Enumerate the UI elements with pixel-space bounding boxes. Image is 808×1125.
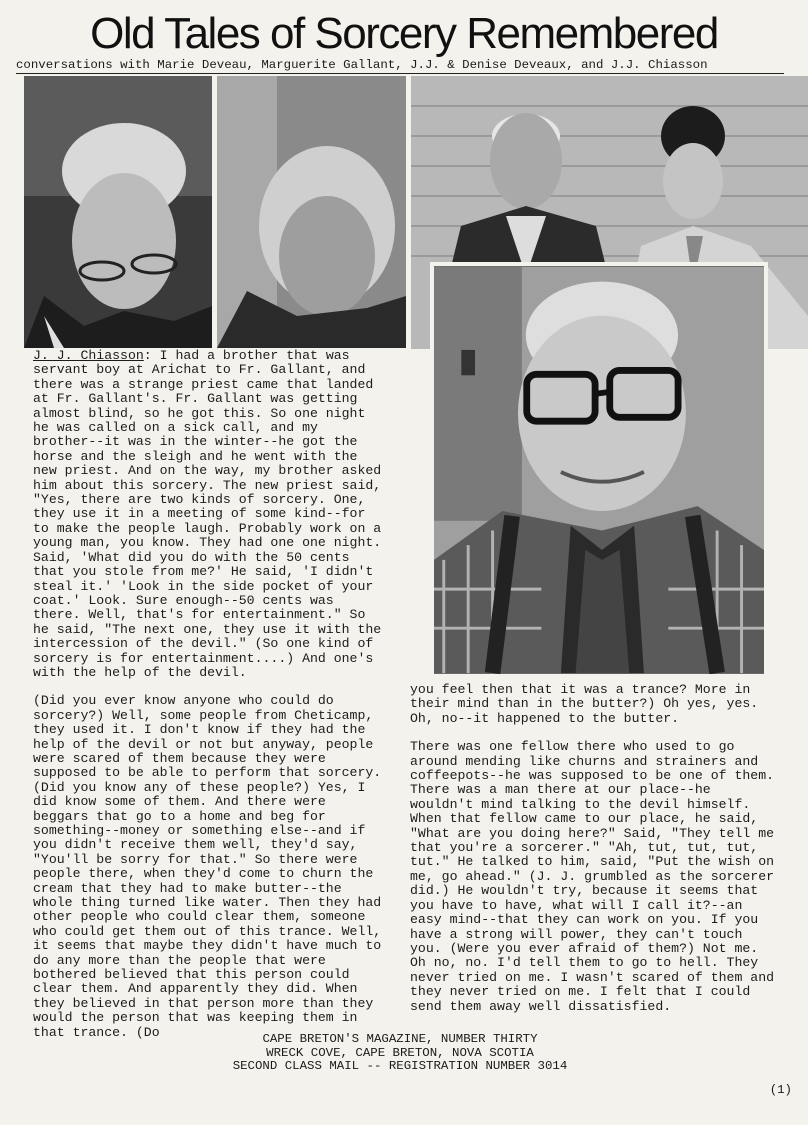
magazine-footer	[150, 1033, 650, 1074]
photo-jj-chiasson	[430, 262, 768, 678]
paragraph	[33, 349, 385, 680]
portrait-photo-icon	[24, 76, 212, 348]
footer-line: CAPE BRETON'S MAGAZINE, NUMBER THIRTY	[262, 1032, 538, 1046]
article-column-left	[33, 349, 385, 1040]
paragraph: you feel then that it was a trance? More in their mind than in the butter?) Oh yes, yes. Oh, no--it happened to the butter.	[410, 682, 759, 726]
footer-line: SECOND CLASS MAIL -- REGISTRATION NUMBER 3014	[232, 1059, 568, 1073]
paragraph-text: : I had a brother that was servant boy at Arichat to Fr. Gallant, and there was a strange priest came that landed at Fr. Gallant's. Fr. Gallant was getting almost blind, so he got this. So one night he was called on a sick call, and my brother--it was in the winter--he got the horse and the sleigh and he went with the new priest. And on the way, my brother asked him about this sorcery. The new priest said, "Yes, there are two kinds of sorcery. One, they use it in a meeting of some kind--for to make the people laugh. Probably work on a young man, you know. They had one one night. Said, 'What did you do with the 50 cents that you stole from me?' He said, 'I didn't steal it.' 'Look in the side pocket of your coat.' Look. Sure enough--50 cents was there. Well, that's for entertainment." So he said, "The next one, they use it with the intercession of the devil." (So one kind of sorcery is for entertainment....) And one's with the help of the devil.	[33, 348, 382, 680]
portrait-photo-icon	[217, 76, 406, 348]
paragraph: There was one fellow there who used to go around mending like churns and strainers and coffeepots--he was supposed to be one of them. There was a man there at our place--he wouldn't mind talking to the devil himself. When that fellow came to our place, he said, "What are you doing here?" Said, "They tell me that you're a sorcerer." "Ah, tut, tut, tut, tut." He talked to him, said, "Put the wish on me, go ahead." (J. J. grumbled as the sorcerer did.) He wouldn't try, because it seems that you have to have, what will I call it?--an easy mind--that they can work on you. If you have a strong will power, they can't touch you. (Were you ever afraid of them?) Not me. Oh no, no. I'd tell them to go to hell. They never tried on me. I wasn't scared of them and they never tried on me. I felt that I could send them away well dissatisfied.	[410, 739, 775, 1014]
portrait-photo-icon	[434, 266, 764, 674]
article-column-right	[410, 683, 775, 1014]
page-number: (1)	[769, 1083, 792, 1097]
article-subtitle: conversations with Marie Deveau, Marguerite Gallant, J.J. & Denise Deveaux, and J.J. Chiasson	[16, 58, 784, 74]
photo-marie-deveau	[24, 76, 212, 348]
photo-marguerite-gallant	[217, 76, 406, 348]
paragraph: (Did you ever know anyone who could do sorcery?) Well, some people from Cheticamp, they used it. I don't know if they had the help of the devil or not but anyway, people were scared of them because they were supposed to be able to perform that sorcery. (Did you know any of these people?) Yes, I did know some of them. And there were beggars that go to a home and beg for something--money or something else--and if you didn't receive them well, they'd say, "You'll be sorry for that." So there were people there, when they'd come to churn the cream that they had to make butter--the whole thing turned like water. Then they had other people who could clear them, someone who could get them out of this trance. Well, it seems that maybe they didn't have much to do any more than the people that were bothered believed that this person could clear them. And apparently they did. When they believed in that person more than they would the person that was keeping them in that trance. (Do	[33, 693, 382, 1040]
speaker-name: J. J. Chiasson	[33, 348, 144, 363]
article-title: Old Tales of Sorcery Remembered	[90, 9, 718, 58]
footer-line: WRECK COVE, CAPE BRETON, NOVA SCOTIA	[266, 1045, 534, 1060]
